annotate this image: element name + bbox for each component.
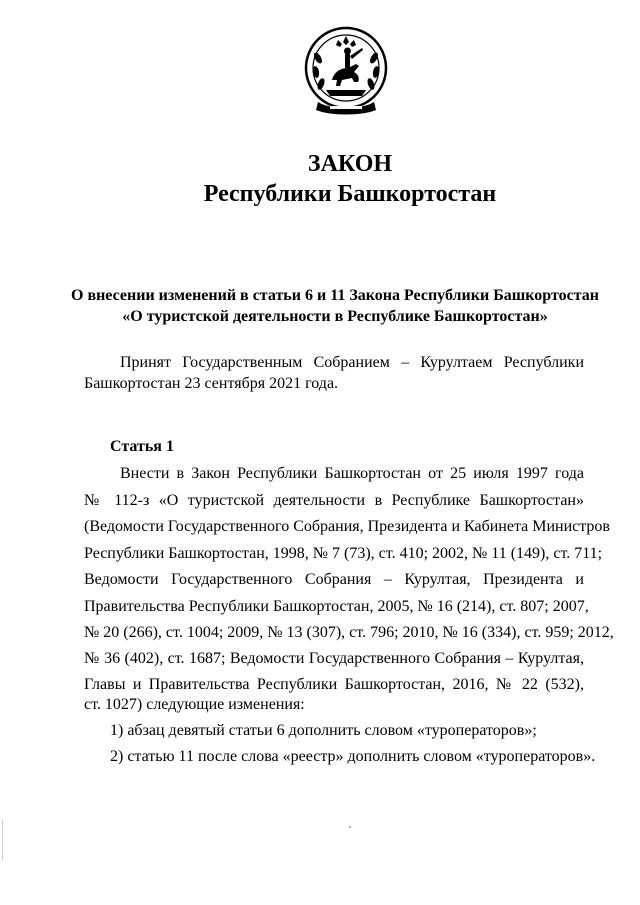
coat-of-arms-emblem [302, 24, 390, 118]
law-subject-line-1: О внесении изменений в статьи 6 и 11 Закона Республики Башкортостан [71, 287, 599, 304]
scan-edge-artifact [2, 820, 3, 860]
article-text-line: ст. 1027) следующие изменения: [84, 696, 305, 713]
amendment-item-1: 1) абзац девятый статьи 6 дополнить словом «туроператоров»; [110, 722, 537, 739]
adoption-line-1: Принят Государственным Собранием – Курултаем Республики [120, 354, 584, 371]
article-text-line: Внести в Закон Республики Башкортостан от 25 июля 1997 года [120, 465, 584, 482]
law-subject-line-2: «О туристской деятельности в Республике Башкортостан» [122, 308, 548, 325]
law-jurisdiction: Республики Башкортостан [203, 181, 497, 207]
amendment-item-2: 2) статью 11 после слова «реестр» дополнить словом «туроператоров». [110, 748, 596, 765]
article-text-line: № 112-з «О туристской деятельности в Республике Башкортостан» [84, 492, 584, 509]
scan-artifact [349, 826, 351, 828]
article-text-line: Республики Башкортостан, 1998, № 7 (73), ст. 410; 2002, № 11 (149), ст. 711; [84, 545, 603, 562]
article-text-line: Ведомости Государственного Собрания – Курултая, Президента и [84, 571, 584, 588]
article-heading: Статья 1 [110, 438, 174, 455]
article-text-line: Главы и Правительства Республики Башкортостан, 2016, № 22 (532), [84, 676, 584, 693]
article-text-line: № 20 (266), ст. 1004; 2009, № 13 (307), ст. 796; 2010, № 16 (334), ст. 959; 2012, [84, 624, 614, 641]
article-text-line: Правительства Республики Башкортостан, 2005, № 16 (214), ст. 807; 2007, [84, 598, 589, 615]
law-title: ЗАКОН [307, 151, 393, 177]
adoption-line-2: Башкортостан 23 сентября 2021 года. [84, 375, 339, 392]
article-text-line: № 36 (402), ст. 1687; Ведомости Государственного Собрания – Курултая, [84, 650, 584, 667]
article-text-line: (Ведомости Государственного Собрания, Президента и Кабинета Министров [84, 518, 610, 535]
